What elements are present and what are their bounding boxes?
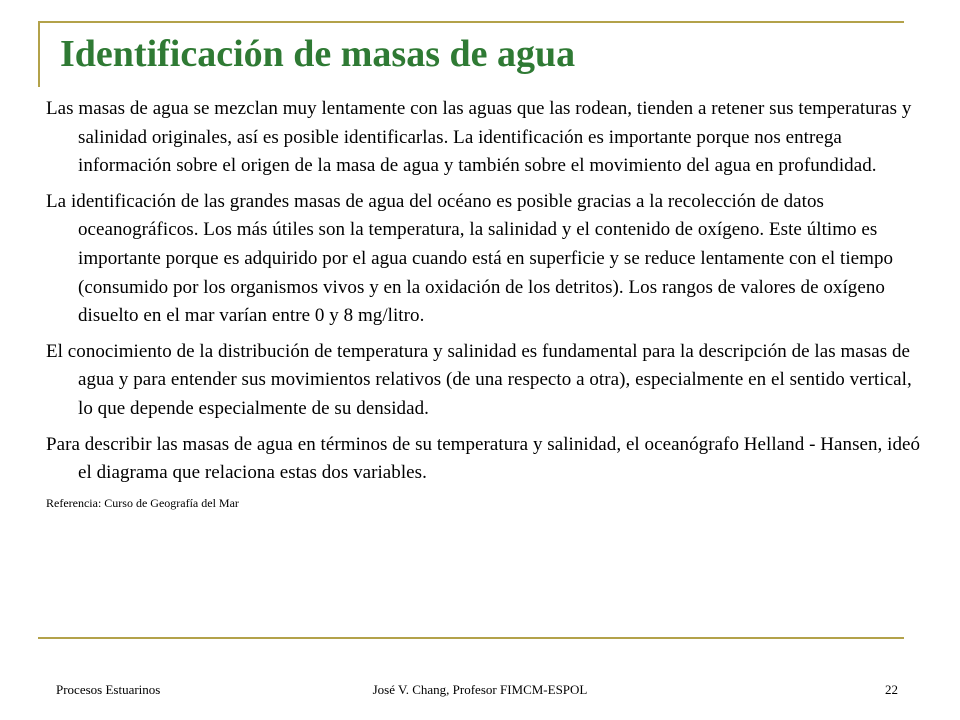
footer-course-name: Procesos Estuarinos xyxy=(56,682,161,697)
paragraph-3: El conocimiento de la distribución de temperatura y salinidad es fundamental para la descripción de las masas de agua y para entender sus movimientos relativos (de una respecto a otra), especialmente en el sentido vertical, lo que depende especialmente de su densidad. xyxy=(46,340,912,419)
footer-divider-line xyxy=(38,637,904,639)
footer-page-number: 22 xyxy=(885,682,898,697)
paragraph-1: Las masas de agua se mezclan muy lentamente con las aguas que las rodean, tienden a retener sus temperaturas y salinidad originales, así es posible identificarlas. La identificación es importante porque nos entrega información sobre el origen de la masa de agua y también sobre el movimiento del agua en profundidad. xyxy=(46,98,912,177)
reference-note: Referencia: Curso de Geografía del Mar xyxy=(46,495,239,510)
slide-body xyxy=(46,95,926,511)
left-accent-line xyxy=(38,21,40,87)
top-divider-line xyxy=(38,21,904,23)
paragraph-4: Para describir las masas de agua en términos de su temperatura y salinidad, el oceanógrafo Helland - Hansen, ideó el diagrama que relaciona estas dos variables. xyxy=(46,433,921,484)
footer-author: José V. Chang, Profesor FIMCM-ESPOL xyxy=(372,682,588,697)
slide-title: Identificación de masas de agua xyxy=(60,33,576,75)
paragraph-2: La identificación de las grandes masas de agua del océano es posible gracias a la recolección de datos oceanográficos. Los más útiles son la temperatura, la salinidad y el contenido de oxígeno. Este último es importante porque es adquirido por el agua cuando está en superficie y se reduce lentamente con el tiempo (consumido por los organismos vivos y en la oxidación de los detritos). Los rangos de valores de oxígeno disuelto en el mar varían entre 0 y 8 mg/litro. xyxy=(46,190,894,327)
